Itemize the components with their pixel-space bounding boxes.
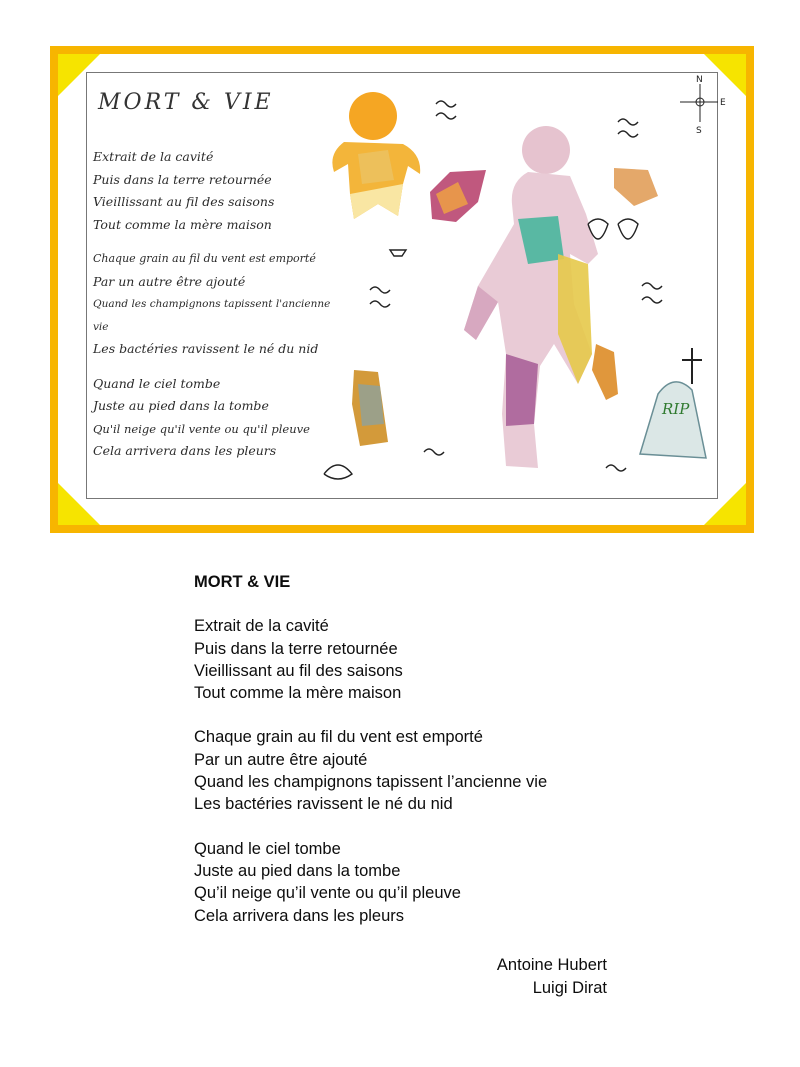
handwritten-line: Les bactéries ravissent le né du nid: [93, 341, 319, 356]
poem-title: MORT & VIE: [194, 573, 291, 591]
poem-line: Quand les champignons tapissent l’ancienne vie: [194, 773, 548, 792]
poem-line: Vieillissant au fil des saisons: [194, 661, 403, 680]
author-name: Luigi Dirat: [532, 979, 607, 997]
tombstone-icon: [640, 348, 706, 458]
poem-line: Quand le ciel tombe: [194, 839, 341, 858]
stanza: [194, 615, 614, 704]
compass-e: E: [720, 98, 726, 108]
poem-text: [194, 571, 614, 949]
compass-s: S: [696, 126, 702, 136]
artwork-card: [58, 54, 746, 525]
compass-n: N: [696, 75, 703, 85]
poem-line: Par un autre être ajouté: [194, 750, 368, 769]
author-name: Antoine Hubert: [496, 956, 607, 974]
poem-line: Qu’il neige qu’il vente ou qu’il pleuve: [194, 884, 461, 903]
poem-line: Chaque grain au fil du vent est emporté: [194, 728, 483, 747]
handwritten-line: Chaque grain au fil du vent est emporté: [93, 252, 316, 265]
artwork-frame: [50, 46, 754, 533]
orange-figure: [332, 92, 420, 219]
map-shard: [592, 344, 618, 400]
handwritten-line: Qu'il neige qu'il vente ou qu'il pleuve: [93, 421, 310, 436]
stanza: [194, 726, 614, 815]
stanza: [194, 838, 614, 927]
poem-line: Extrait de la cavité: [194, 617, 329, 636]
poem-line: Tout comme la mère maison: [194, 684, 402, 703]
poem-line: Puis dans la terre retournée: [194, 639, 398, 658]
poem-line: Juste au pied dans la tombe: [194, 861, 401, 880]
handwritten-line: Cela arrivera dans les pleurs: [93, 443, 277, 458]
poem-authors: [497, 954, 607, 1000]
collage-illustration: [58, 54, 746, 525]
handwritten-title: MORT & VIE: [98, 90, 274, 115]
handwritten-line: Par un autre être ajouté: [93, 273, 246, 289]
handwritten-line: Quand le ciel tombe: [93, 375, 221, 391]
handwritten-line: Puis dans la terre retournée: [93, 171, 272, 187]
handwritten-line: Quand les champignons tapissent l'ancienne vie: [93, 298, 331, 333]
handwritten-line: Tout comme la mère maison: [93, 216, 272, 232]
compass-icon: [680, 75, 726, 136]
tomb-text: RIP: [662, 400, 690, 418]
poem-line: Les bactéries ravissent le né du nid: [194, 795, 453, 814]
handwritten-line: Vieillissant au fil des saisons: [93, 194, 275, 209]
map-shard: [614, 168, 658, 206]
poem-line: Cela arrivera dans les pleurs: [194, 906, 405, 925]
handwritten-line: Extrait de la cavité: [93, 149, 214, 164]
handwritten-line: Juste au pied dans la tombe: [93, 398, 269, 413]
